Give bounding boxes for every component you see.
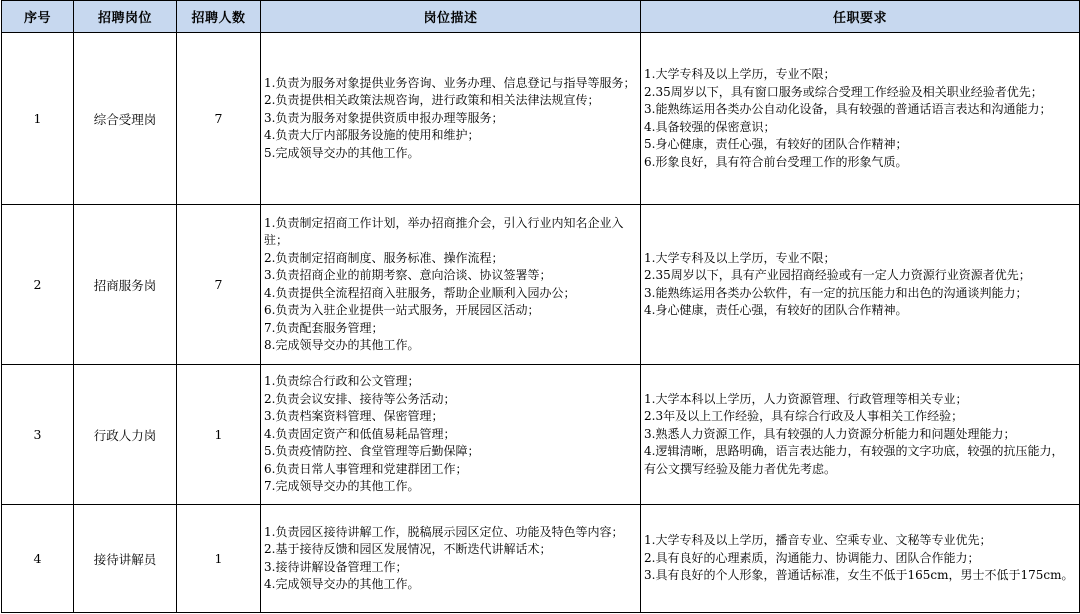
requirement-line: 3.熟悉人力资源工作，具有较强的人力资源分析能力和问题处理能力； bbox=[644, 426, 1016, 441]
table-row bbox=[2, 33, 1080, 205]
table-row bbox=[2, 505, 1080, 613]
cell-count: 1 bbox=[177, 505, 261, 613]
cell-description bbox=[261, 33, 641, 205]
description-line: 7.负责配套服务管理； bbox=[264, 320, 384, 335]
description-line: 8.完成领导交办的其他工作。 bbox=[264, 338, 420, 352]
requirement-line: 2.3年及以上工作经验，具有综合行政及人事相关工作经验； bbox=[644, 409, 964, 424]
requirement-line: 3.能熟练运用各类办公软件，有一定的抗压能力和出色的沟通谈判能力； bbox=[644, 285, 1028, 300]
description-line: 4.负责提供全流程招商入驻服务，帮助企业顺利入园办公； bbox=[264, 285, 576, 300]
cell-description bbox=[261, 205, 641, 365]
requirement-line: 2.35周岁以下，具有产业园招商经验或有一定人力资源行业资源者优先； bbox=[644, 268, 1031, 282]
recruitment-table bbox=[1, 0, 1080, 613]
cell-count: 1 bbox=[177, 365, 261, 505]
description-line: 4.负责大厅内部服务设施的使用和维护； bbox=[264, 128, 480, 143]
description-line: 3.接待讲解设备管理工作； bbox=[264, 559, 408, 574]
requirement-line: 4.具备较强的保密意识； bbox=[644, 119, 776, 134]
description-line: 1.负责制定招商工作计划，举办招商推介会，引入行业内知名企业入驻； bbox=[264, 215, 624, 247]
description-line: 5.完成领导交办的其他工作。 bbox=[264, 145, 420, 160]
header-no: 序号 bbox=[2, 1, 74, 33]
requirement-line: 3.能熟练运用各类办公自动化设备，具有较强的普通话语言表达和沟通能力； bbox=[644, 102, 1052, 116]
header-position: 招聘岗位 bbox=[74, 1, 177, 33]
description-line: 1.负责园区接待讲解工作，脱稿展示园区定位、功能及特色等内容； bbox=[264, 524, 624, 539]
description-line: 3.负责档案资料管理、保密管理； bbox=[264, 409, 444, 424]
header-count: 招聘人数 bbox=[177, 1, 261, 33]
description-line: 2.基于接待反馈和园区发展情况，不断迭代讲解话术； bbox=[264, 542, 552, 556]
requirement-line: 4.身心健康，责任心强，有较好的团队合作精神。 bbox=[644, 303, 908, 317]
cell-description bbox=[261, 505, 641, 613]
description-line: 3.负责为服务对象提供资质申报办理等服务； bbox=[264, 110, 504, 125]
cell-count: 7 bbox=[177, 33, 261, 205]
table-row bbox=[2, 205, 1080, 365]
header-description: 岗位描述 bbox=[261, 1, 641, 33]
description-line: 3.负责招商企业的前期考察、意向洽谈、协议签署等； bbox=[264, 268, 552, 282]
description-line: 1.负责综合行政和公文管理； bbox=[264, 374, 420, 389]
description-line: 6.负责为入驻企业提供一站式服务，开展园区活动； bbox=[264, 303, 540, 317]
cell-requirements bbox=[641, 33, 1080, 205]
cell-count: 7 bbox=[177, 205, 261, 365]
requirement-line: 1.大学专科及以上学历，专业不限； bbox=[644, 250, 836, 265]
description-line: 4.负责固定资产和低值易耗品管理； bbox=[264, 426, 456, 441]
description-line: 1.负责为服务对象提供业务咨询、业务办理、信息登记与指导等服务； bbox=[264, 75, 636, 90]
requirement-line: 6.形象良好，具有符合前台受理工作的形象气质。 bbox=[644, 154, 908, 169]
cell-description bbox=[261, 365, 641, 505]
table-header-row bbox=[2, 1, 1080, 33]
description-line: 5.负责疫情防控、食堂管理等后勤保障； bbox=[264, 444, 480, 459]
requirement-line: 3.具有良好的个人形象，普通话标准，女生不低于165cm，男士不低于175cm。 bbox=[644, 568, 1074, 583]
cell-position: 招商服务岗 bbox=[74, 205, 177, 365]
cell-requirements bbox=[641, 505, 1080, 613]
description-line: 6.负责日常人事管理和党建群团工作； bbox=[264, 461, 468, 476]
requirement-line: 2.具有良好的心理素质，沟通能力、协调能力、团队合作能力； bbox=[644, 550, 980, 565]
requirement-line: 1.大学专科及以上学历，专业不限； bbox=[644, 67, 836, 81]
description-line: 2.负责提供相关政策法规咨询，进行政策和相关法律法规宣传； bbox=[264, 93, 600, 108]
cell-no: 1 bbox=[2, 33, 74, 205]
requirement-line: 5.身心健康，责任心强，有较好的团队合作精神； bbox=[644, 137, 908, 151]
cell-requirements bbox=[641, 365, 1080, 505]
description-line: 4.完成领导交办的其他工作。 bbox=[264, 577, 420, 591]
requirement-line: 2.35周岁以下，具有窗口服务或综合受理工作经验及相关职业经验者优先； bbox=[644, 84, 1043, 99]
cell-requirements bbox=[641, 205, 1080, 365]
description-line: 2.负责制定招商制度、服务标准、操作流程； bbox=[264, 250, 504, 265]
cell-no: 4 bbox=[2, 505, 74, 613]
cell-position: 行政人力岗 bbox=[74, 365, 177, 505]
requirement-line: 4.逻辑清晰，思路明确，语言表达能力，有较强的文字功底，较强的抗压能力，有公文撰写经验及能力者优先考虑。 bbox=[644, 444, 1064, 476]
header-requirements: 任职要求 bbox=[641, 1, 1080, 33]
cell-position: 综合受理岗 bbox=[74, 33, 177, 205]
cell-no: 2 bbox=[2, 205, 74, 365]
table-row bbox=[2, 365, 1080, 505]
requirement-line: 1.大学本科以上学历，人力资源管理、行政管理等相关专业； bbox=[644, 391, 968, 406]
description-line: 2.负责会议安排、接待等公务活动； bbox=[264, 391, 456, 406]
description-line: 7.完成领导交办的其他工作。 bbox=[264, 479, 420, 494]
requirement-line: 1.大学专科及以上学历，播音专业、空乘专业、文秘等专业优先； bbox=[644, 533, 992, 548]
cell-no: 3 bbox=[2, 365, 74, 505]
cell-position: 接待讲解员 bbox=[74, 505, 177, 613]
